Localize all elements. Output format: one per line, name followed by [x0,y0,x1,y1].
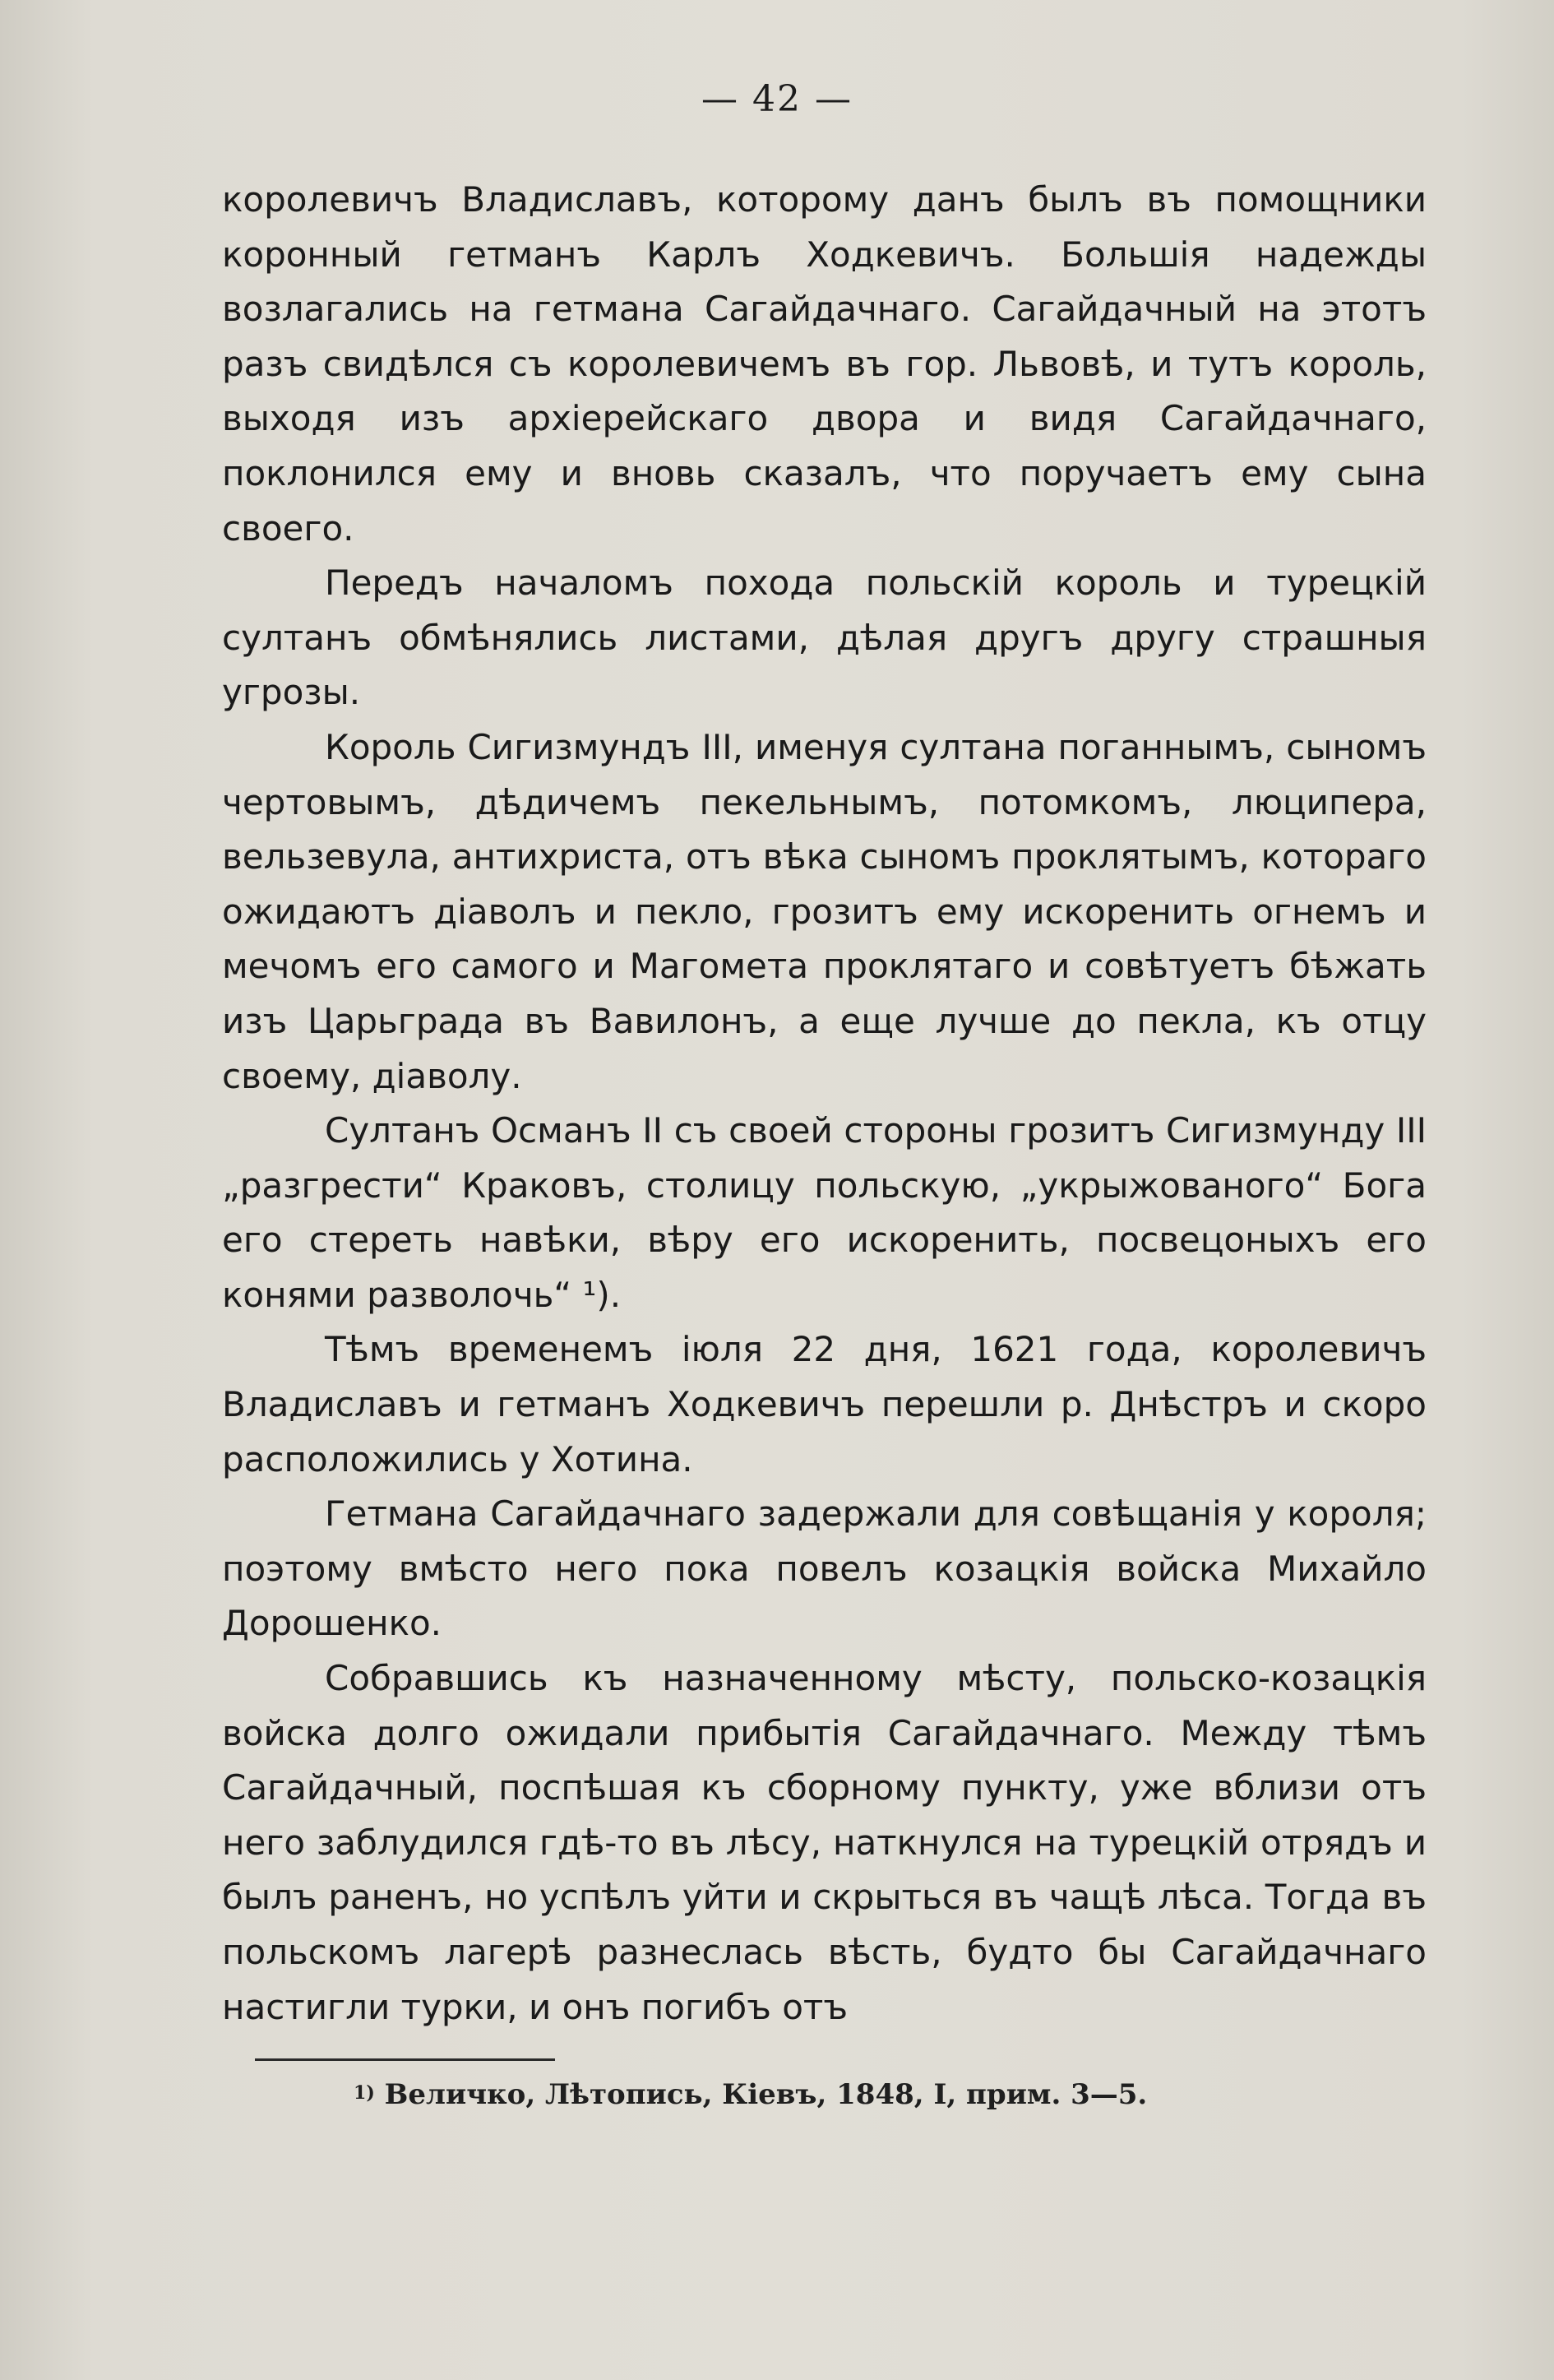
paragraph-6: Гетмана Сагайдачнаго задержали для совѣщанія у короля; поэтому вмѣсто него пока повелъ козацкія войска Михайло Дорошенко. [222,1493,1427,1644]
footnote-marker: 1) [354,2082,375,2104]
footnote [354,2078,1340,2111]
footnote-text: Величко, Лѣтопись, Кіевъ, 1848, I, прим. 3—5. [384,2078,1148,2111]
paragraph-1: королевичъ Владиславъ, которому данъ былъ въ помощники коронный гетманъ Карлъ Ходкевичъ. Большія надежды возлагались на гетмана Сагайдачнаго. Сагайдачный на этотъ разъ свидѣлся съ королевичемъ въ гор. Львовѣ, и тутъ король, выходя изъ архіерейскаго двора и видя Сагайдачнаго, поклонился ему и вновь сказалъ, что поручаетъ ему сына своего. [222,179,1427,549]
page-number: — 42 — [701,78,853,120]
footnote-divider [255,2058,555,2061]
paragraph-3: Король Сигизмундъ III, именуя султана поганнымъ, сыномъ чертовымъ, дѣдичемъ пекельнымъ, потомкомъ, люципера, вельзевула, антихриста, отъ вѣка сыномъ проклятымъ, котораго ожидаютъ діаволъ и пекло, грозитъ ему искоренить огнемъ и мечомъ его самого и Магомета проклятаго и совѣтуетъ бѣжать изъ Царьграда въ Вавилонъ, а еще лучше до пекла, къ отцу своему, діаволу. [222,726,1427,1096]
body-text [222,173,1427,2035]
paragraph-2: Передъ началомъ похода польскій король и турецкій султанъ обмѣнялись листами, дѣлая другъ другу страшныя угрозы. [222,563,1427,713]
paragraph-7: Собравшись къ назначенному мѣсту, польско-козацкія войска долго ожидали прибытія Сагайдачнаго. Между тѣмъ Сагайдачный, поспѣшая къ сборному пункту, уже вблизи отъ него заблудился гдѣ-то въ лѣсу, наткнулся на турецкій отрядъ и былъ раненъ, но успѣлъ уйти и скрыться въ чащѣ лѣса. Тогда въ польскомъ лагерѣ разнеслась вѣсть, будто бы Сагайдачнаго настигли турки, и онъ погибъ отъ [222,1658,1427,2027]
paragraph-5: Тѣмъ временемъ іюля 22 дня, 1621 года, королевичъ Владиславъ и гетманъ Ходкевичъ перешли р. Днѣстръ и скоро расположились у Хотина. [222,1329,1427,1479]
paragraph-4: Султанъ Османъ II съ своей стороны грозитъ Сигизмунду III „разгрести“ Краковъ, столицу польскую, „укрыжованого“ Бога его стереть навѣки, вѣру его искоренить, посвецоныхъ его конями разволочь“ ¹). [222,1110,1427,1315]
